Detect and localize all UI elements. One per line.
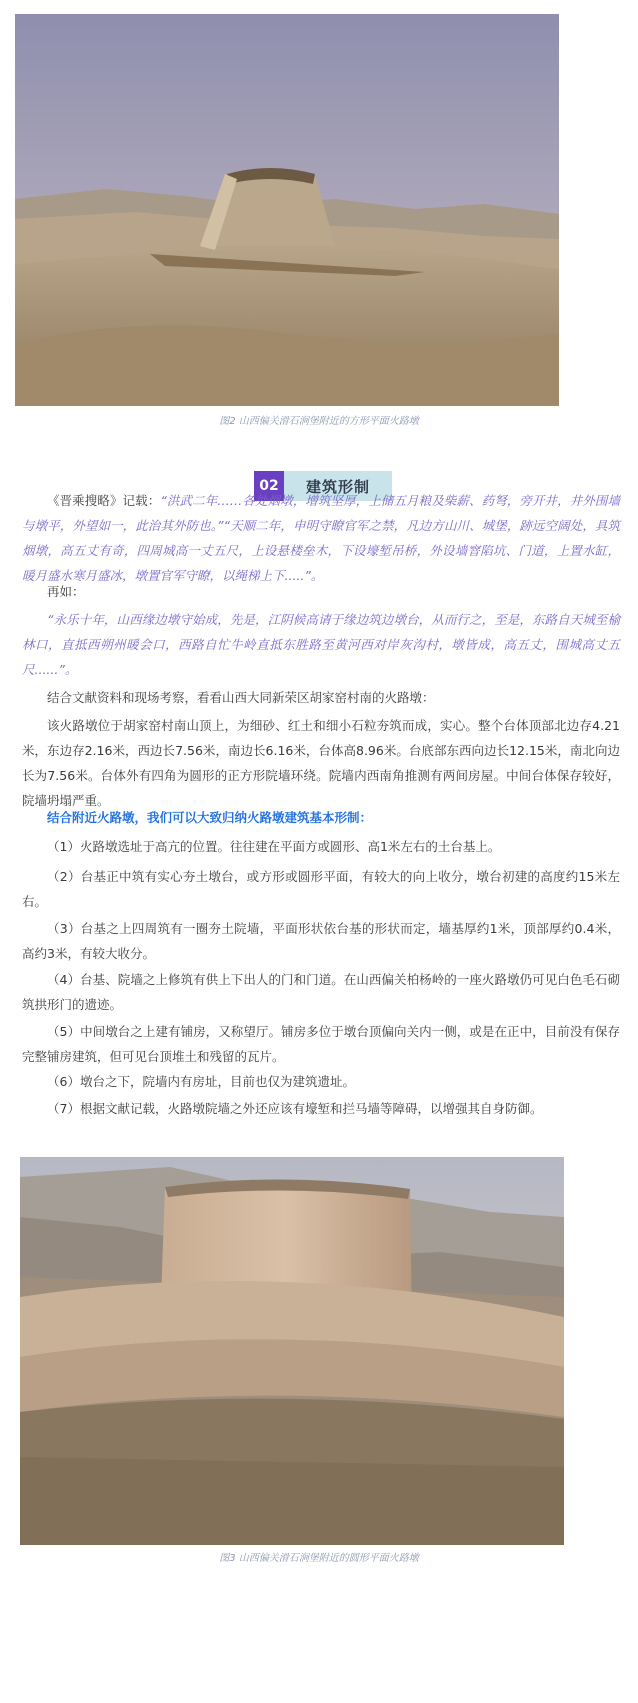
paragraph-for-example: 再如： <box>47 584 85 599</box>
figure-2-caption: 图2 山西偏关滑石涧堡附近的方形平面火路墩 <box>219 416 419 427</box>
figure-3-photo <box>20 1157 564 1545</box>
paragraph-survey-intro: 结合文献资料和现场考察，看看山西大同新荣区胡家窑村南的火路墩： <box>47 690 435 705</box>
quote-yongle: “永乐十年，山西缘边墩守始成，先是，江阴候高请于缘边筑边墩台，从而行之，至是，东路自天城至榆林口，直抵西朔州暖会口，西路自忙牛岭直抵东胜路至黄河西对岸灰沟村，墩皆成，高五丈，围城高丈五尺......”。 <box>22 612 620 677</box>
paragraph-summary-heading: 结合附近火路墩，我们可以大致归纳火路墩建筑基本形制： <box>47 810 373 825</box>
list-item-6: （6）墩台之下，院墙内有房址，目前也仅为建筑遗址。 <box>47 1074 355 1089</box>
list-item-4: （4）台基、院墙之上修筑有供上下出人的门和门道。在山西偏关柏杨岭的一座火路墩仍可见白色毛石砌筑拱形门的遗迹。 <box>22 972 620 1012</box>
paragraph-jincheng-record <box>22 488 620 588</box>
list-item-3: （3）台基之上四周筑有一圈夯土院墙，平面形状依台基的形状而定，墙基厚约1米，顶部厚约0.4米，高约3米，有较大收分。 <box>22 921 620 961</box>
figure-2-photo <box>15 14 559 406</box>
paragraph-lead: 《晋乘搜略》记载： <box>47 493 161 508</box>
list-item-5: （5）中间墩台之上建有铺房，又称望厅。铺房多位于墩台顶偏向关内一侧，或是在正中，目前没有保存完整铺房建筑，但可见台顶堆土和残留的瓦片。 <box>22 1024 620 1064</box>
quote-jincheng: “洪武二年……各处烟墩，增筑坚厚，上储五月粮及柴薪、药弩，旁开井，井外围墙与墩平，外望如一，此治其外防也。”“天顺二年，申明守瞭官军之禁，凡边方山川、城堡，跡远空阔处，具筑烟墩，高五丈有奇，四周城高一丈五尺，上设悬楼垒木，下设壕堑吊桥，外设墙窨陷坑、门道，上置水缸，暖月盛水寒月盛冰，墩置官军守瞭，以绳梯上下.....”。 <box>22 493 620 583</box>
section-title: 建筑形制 <box>284 471 392 501</box>
paragraph-hujiayao-description: 该火路墩位于胡家窑村南山顶上，为细砂、红土和细小石粒夯筑而成，实心。整个台体顶部北边存4.21米，东边存2.16米，西边长7.56米，南边长6.16米，台体高8.96米。台底部东西向边长12.15米，南北向边长为7.56米。台体外有四角为圆形的正方形院墙环绕。院墙内西南角推测有两间房屋。中间台体保存较好，院墙坍塌严重。 <box>22 718 620 808</box>
list-item-7: （7）根据文献记载，火路墩院墙之外还应该有壕堑和拦马墙等障碍，以增强其自身防御。 <box>47 1101 543 1116</box>
figure-3-caption: 图3 山西偏关滑石涧堡附近的圆形平面火路墩 <box>219 1553 419 1564</box>
list-item-1: （1）火路墩选址于高亢的位置。往往建在平面方或圆形、高1米左右的土台基上。 <box>47 839 501 854</box>
list-item-2: （2）台基正中筑有实心夯土墩台，或方形或圆形平面，有较大的向上收分，墩台初建的高度约15米左右。 <box>22 869 620 909</box>
section-number: 02 <box>254 471 284 501</box>
